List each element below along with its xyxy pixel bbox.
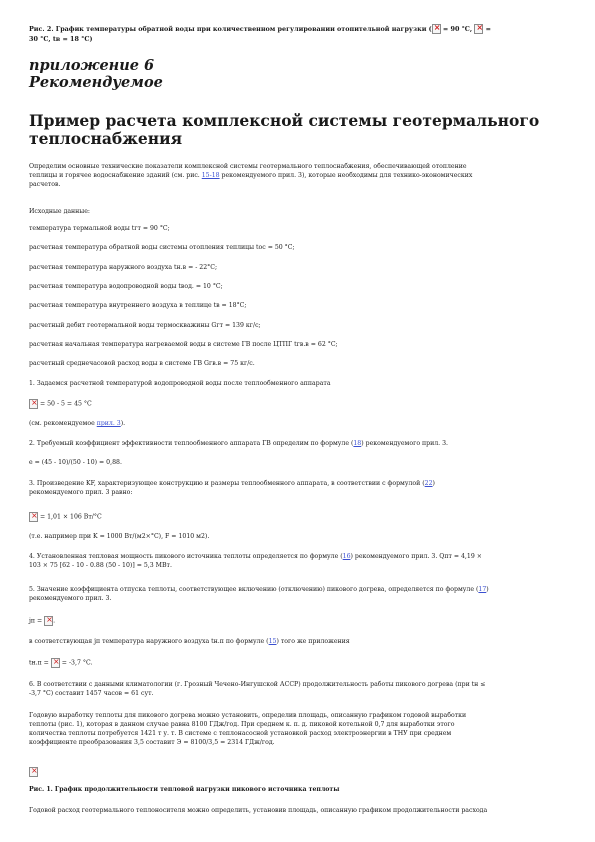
figure-2-caption-text: = <box>483 25 491 33</box>
appendix-number: приложение 6 <box>29 57 155 74</box>
figure-1-image <box>29 761 569 780</box>
step-3-formula <box>29 512 569 522</box>
initial-data-item: расчетная температура обратной воды системы отопления теплицы tос = 50 °С; <box>29 244 295 251</box>
formula-22-link[interactable]: 22 <box>424 480 433 487</box>
step-text: ) <box>486 586 489 593</box>
step-line <box>29 552 569 561</box>
annual-heat-paragraph <box>29 711 569 747</box>
step-line: рекомендуемого прил. 3 равно: <box>29 489 133 496</box>
intro-line <box>29 171 569 180</box>
appendix-3-link[interactable]: прил. 3 <box>96 420 121 427</box>
figure-2-caption-text: = 90 °С, <box>440 25 475 33</box>
initial-data-item: расчетная начальная температура нагреваемой воды в системе ГВ после ЦТПГ tгв.в = 62 °С; <box>29 341 338 348</box>
intro-text: рекомендуемого прил. 3), которые необходимы для технико-экономических <box>219 172 473 179</box>
step-line: 103 × 75 [62 - 10 - 0.88 (50 - 10)] = 5,3 МВт. <box>29 562 172 569</box>
step-2-text <box>29 439 569 448</box>
initial-data-heading: Исходные данные: <box>29 208 90 215</box>
step-text: ) рекомендуемого прил. 3. Qпт = 4,19 × <box>350 553 482 560</box>
step-1-text: 1. Задаемся расчетной температурой водопроводной воды после теплообменного аппарата <box>29 380 331 387</box>
broken-image-icon <box>432 24 441 34</box>
intro-line: Определим основные технические показатели комплексной системы геотермального теплоснабжения, обеспечивающей отопление <box>29 163 467 170</box>
reference-text: ). <box>120 420 126 427</box>
broken-image-icon <box>51 658 60 668</box>
step-text: в соответствующая jп температура наружного воздуха tн.п по формуле ( <box>29 638 269 645</box>
paragraph-line: теплоты (рис. 1), которая в данном случае равна 8100 ГДж/год. При среднем к. п. д. пиковой котельной 0,7 для выработки этого <box>29 721 455 728</box>
step-text: ) рекомендуемого прил. 3. <box>361 440 449 447</box>
broken-image-icon <box>44 616 56 626</box>
figure-2-caption-text: Рис. 2. График температуры обратной воды при количественном регулировании отопительной нагрузки ( <box>29 25 432 33</box>
broken-image-icon <box>474 24 483 34</box>
step-1-reference <box>29 419 569 428</box>
reference-text: (см. рекомендуемое <box>29 420 97 427</box>
formula-text: = -3,7 °С. <box>59 659 93 667</box>
intro-text: теплицы и горячее водоснабжение зданий (см. рис. <box>29 172 202 179</box>
page-title-continued: теплоснабжения <box>29 129 183 148</box>
formula-text: = 50 - 5 = 45 °С <box>38 400 92 408</box>
initial-data-item: температура термальной воды tгт = 90 °С; <box>29 225 170 232</box>
step-line <box>29 585 569 594</box>
broken-image-icon <box>29 399 38 409</box>
appendix-status: Рекомендуемое <box>29 74 163 91</box>
step-text: 2. Требуемый коэффициент эффективности теплообменного аппарата ГВ определим по формуле ( <box>29 440 354 447</box>
step-line: рекомендуемого прил. 3. <box>29 595 112 602</box>
formula-16-link[interactable]: 16 <box>342 553 351 560</box>
initial-data-item: расчетная температура наружного воздуха tн.в = - 22°С; <box>29 264 218 271</box>
step-5-temperature-text <box>29 637 569 646</box>
step-3-example: (т.е. например при K = 1000 Вт/(м2×°С), F = 1010 м2). <box>29 533 210 540</box>
final-paragraph: Годовой расход геотермального теплоносителя можно определить, установив площадь, описанную графиком продолжительности расхода <box>29 807 488 814</box>
paragraph-line: Годовую выработку теплоты для пикового догрева можно установить, определив площадь, описанную графиком годовой выработки <box>29 712 467 719</box>
step-5-text <box>29 585 569 603</box>
paragraph-line: количества теплоты потребуется 1421 т у. т. В системе с теплонасосной установкой расход электроэнергии в ТНУ при среднем <box>29 730 452 737</box>
formula-15-link[interactable]: 15 <box>268 638 277 645</box>
formula-text: . <box>53 617 56 625</box>
figure-2-caption <box>29 24 569 44</box>
step-4-text <box>29 552 569 570</box>
initial-data-item: расчетный дебит геотермальной воды термоскважины Gгт = 139 кг/с; <box>29 322 261 329</box>
step-line: 6. В соответствии с данными климатологии (г. Грозный Чечено-Ингушской АССР) продолжительность работы пикового догрева (при tн ≤ <box>29 681 486 688</box>
initial-data-item: расчетная температура водопроводной воды tвод. = 10 °С; <box>29 283 223 290</box>
step-line <box>29 479 569 488</box>
step-text: ) того же приложения <box>276 638 350 645</box>
initial-data-item: расчетная температура внутреннего воздуха в теплице tв = 18°С; <box>29 302 247 309</box>
formula-text: jп = <box>29 617 45 625</box>
intro-paragraph <box>29 162 569 189</box>
step-2-formula: е = (45 - 10)/(50 - 10) = 0,88. <box>29 459 122 466</box>
formula-text: tн.п = <box>29 659 51 667</box>
intro-line: расчетов. <box>29 181 61 188</box>
step-text: 4. Установленная тепловая мощность пикового источника теплоты определяется по формуле ( <box>29 553 343 560</box>
figure-15-18-link[interactable]: 15-18 <box>201 172 220 179</box>
step-line: -3,7 °С) составит 1457 часов = 61 сут. <box>29 690 154 697</box>
step-3-text <box>29 479 569 497</box>
initial-data-item: расчетный среднечасовой расход воды в системе ГВ Gгв.в = 75 кг/с. <box>29 360 255 367</box>
page-title: Пример расчета комплексной системы геотермального <box>29 111 540 130</box>
step-5-formula <box>29 616 569 626</box>
step-1-formula <box>29 399 569 409</box>
step-text: 3. Произведение KF, характеризующее конструкцию и размеры теплообменного аппарата, в соответствии с формулой ( <box>29 480 425 487</box>
formula-17-link[interactable]: 17 <box>478 586 487 593</box>
formula-18-link[interactable]: 18 <box>353 440 362 447</box>
step-text: ) <box>432 480 435 487</box>
step-5-temperature-formula <box>29 658 569 668</box>
figure-1-caption: Рис. 1. График продолжительности тепловой нагрузки пикового источника теплоты <box>29 786 340 793</box>
step-6-text <box>29 680 569 698</box>
broken-image-icon <box>29 767 38 777</box>
figure-2-caption-text: 30 °С, tв = 18 °С) <box>29 35 93 43</box>
broken-image-icon <box>29 512 38 522</box>
step-text: 5. Значение коэффициента отпуска теплоты, соответствующее включению (отключению) пикового догрева, определяется по формуле ( <box>29 586 479 593</box>
formula-text: = 1,01 × 106 Вт/°С <box>38 513 102 521</box>
paragraph-line: коэффициенте преобразования 3,5 составит Э = 8100/3,5 = 2314 ГДж/год. <box>29 739 275 746</box>
